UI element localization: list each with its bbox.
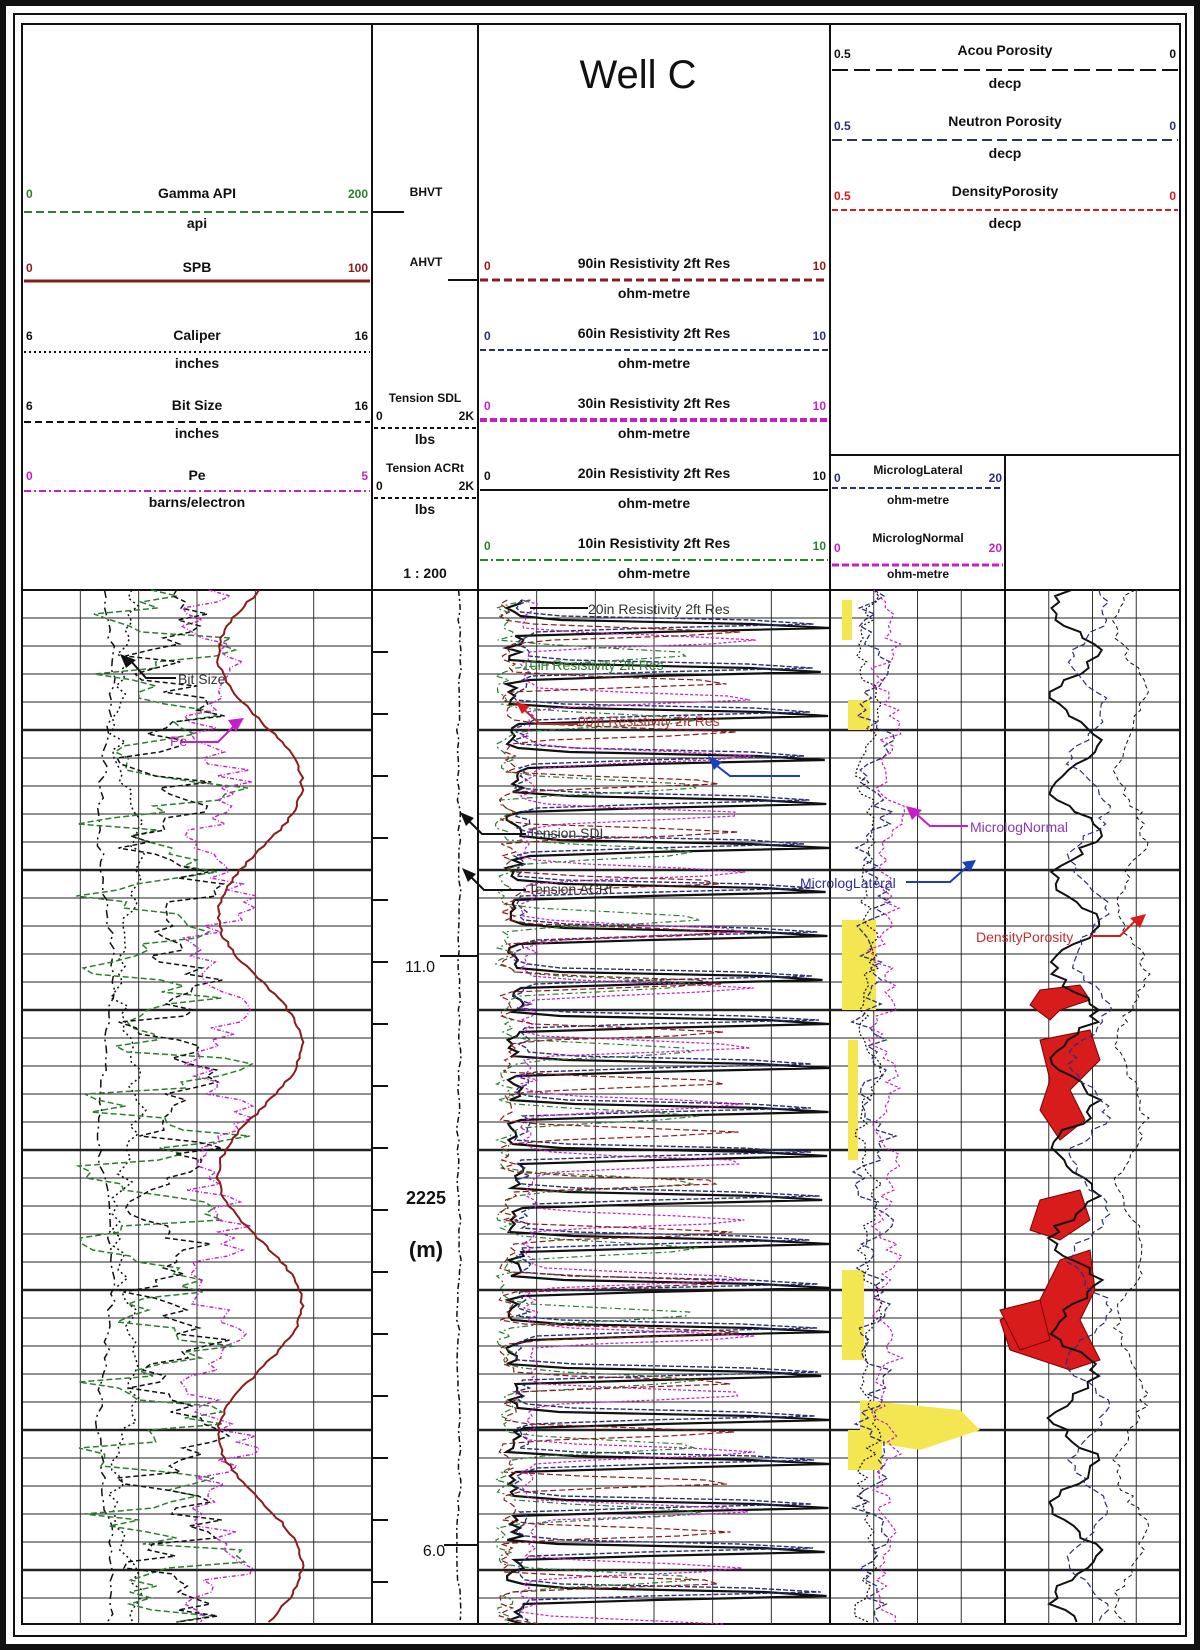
pe-min: 0 <box>26 469 33 483</box>
curve-bitsize <box>96 590 115 1622</box>
caliper-min: 6 <box>26 329 33 343</box>
caliper-title: Caliper <box>173 327 221 343</box>
r10-unit: ohm-metre <box>617 565 691 581</box>
curve-tension <box>457 590 462 1620</box>
neut-min: 0.5 <box>834 119 851 133</box>
r10-min: 0 <box>484 539 491 553</box>
pe-title: Pe <box>188 467 206 483</box>
r20-title: 20in Resistivity 2ft Res <box>577 465 731 481</box>
gamma-max: 200 <box>347 187 368 201</box>
header-track-1 <box>24 185 370 510</box>
dens-unit: decp <box>988 215 1022 231</box>
mnorm-max: 20 <box>988 541 1002 555</box>
gamma-min: 0 <box>26 187 33 201</box>
neut-title: Neutron Porosity <box>948 113 1062 129</box>
r30-max: 10 <box>812 399 826 413</box>
pe-max: 5 <box>361 469 368 483</box>
depth-label-1: 11.0 <box>405 959 435 976</box>
bitsize-min: 6 <box>26 399 33 413</box>
curve-gamma <box>76 590 252 1622</box>
bitsize-max: 16 <box>354 399 368 413</box>
gamma-title: Gamma API <box>157 185 237 201</box>
spb-min: 0 <box>26 261 33 275</box>
tsdl-label: Tension SDL <box>388 391 462 405</box>
ann-bit: Bit Size <box>178 671 226 687</box>
spb-max: 100 <box>347 261 368 275</box>
neut-max: 0 <box>1169 119 1176 133</box>
tsdl-unit: lbs <box>414 431 436 447</box>
ann-mlat: MicrologLateral <box>800 875 896 891</box>
header-depth-track <box>372 185 478 581</box>
r60-max: 10 <box>812 329 826 343</box>
depth-label-2: 2225 <box>405 1188 447 1208</box>
yellow-fill-3 <box>848 1040 858 1160</box>
ann-tsdl: Tension SDL <box>528 825 608 841</box>
depth-label-3: 6.0 <box>422 1543 446 1560</box>
acou-max: 0 <box>1169 47 1176 61</box>
tsdl-max: 2K <box>458 409 474 423</box>
acou-min: 0.5 <box>834 47 851 61</box>
well-title: Well C <box>579 53 697 97</box>
curve-pe <box>181 590 259 1622</box>
yellow-fill-4 <box>842 1270 864 1360</box>
mnorm-min: 0 <box>834 541 841 555</box>
mlat-max: 20 <box>988 471 1002 485</box>
r10-title: 10in Resistivity 2ft Res <box>577 535 731 551</box>
r20-max: 10 <box>812 469 826 483</box>
bitsize-unit: inches <box>174 425 220 441</box>
r90-unit: ohm-metre <box>617 285 691 301</box>
tacrt-min: 0 <box>376 479 383 493</box>
r30-title: 30in Resistivity 2ft Res <box>577 395 731 411</box>
curve-spb <box>216 590 303 1622</box>
caliper-max: 16 <box>354 329 368 343</box>
r90-title: 90in Resistivity 2ft Res <box>577 255 731 271</box>
bhvt-label: BHVT <box>409 185 443 199</box>
tacrt-unit: lbs <box>414 501 436 517</box>
ann-mnorm: MicrologNormal <box>970 819 1069 835</box>
acou-title: Acou Porosity <box>957 42 1053 58</box>
spb-title: SPB <box>182 259 212 275</box>
bitsize-title: Bit Size <box>171 397 223 413</box>
tsdl-min: 0 <box>376 409 383 423</box>
r10-max: 10 <box>812 539 826 553</box>
ahvt-label: AHVT <box>409 255 443 269</box>
r90-max: 10 <box>812 259 826 273</box>
yellow-fill-big <box>860 1400 980 1450</box>
mlat-unit: ohm-metre <box>886 493 950 507</box>
dens-max: 0 <box>1169 189 1176 203</box>
ann-r20: 20in Resistivity 2ft Res <box>588 601 730 617</box>
dens-title: DensityPorosity <box>951 183 1059 199</box>
mnorm-title: MicrologNormal <box>872 531 964 545</box>
r20-unit: ohm-metre <box>617 495 691 511</box>
log-curves <box>76 590 1150 1624</box>
depth-unit: (m) <box>408 1237 444 1262</box>
ann-pe: Pe <box>170 733 188 749</box>
neut-unit: decp <box>988 145 1022 161</box>
tacrt-label: Tension ACRt <box>386 461 464 475</box>
ann-tacrt: Tension ACRt <box>528 881 613 897</box>
curve-density-dash <box>1112 590 1150 1622</box>
caliper-unit: inches <box>174 355 220 371</box>
mnorm-unit: ohm-metre <box>886 567 950 581</box>
yellow-fill-0 <box>842 600 852 640</box>
r30-min: 0 <box>484 399 491 413</box>
mlat-title: MicrologLateral <box>873 463 963 477</box>
ann-r10: 10in Resistivity 2ft Res <box>522 657 664 673</box>
ann-r90: 90in Resistivity 2ft Res <box>578 713 720 729</box>
r60-unit: ohm-metre <box>617 355 691 371</box>
r60-min: 0 <box>484 329 491 343</box>
mlat-min: 0 <box>834 471 841 485</box>
gamma-unit: api <box>186 215 208 231</box>
ann-dens: DensityPorosity <box>976 929 1074 945</box>
r20-min: 0 <box>484 469 491 483</box>
r60-title: 60in Resistivity 2ft Res <box>577 325 731 341</box>
r90-min: 0 <box>484 259 491 273</box>
r30-unit: ohm-metre <box>617 425 691 441</box>
depth-track-marks <box>372 652 478 1582</box>
tacrt-max: 2K <box>458 479 474 493</box>
dens-min: 0.5 <box>834 189 851 203</box>
acou-unit: decp <box>988 75 1022 91</box>
red-fill-0 <box>1030 985 1090 1020</box>
header-resistivity-track <box>480 53 828 581</box>
yellow-fill-2 <box>842 920 876 1010</box>
pe-unit: barns/electron <box>148 494 246 510</box>
scale-label: 1 : 200 <box>403 565 447 581</box>
red-fill-1 <box>1040 1030 1100 1140</box>
